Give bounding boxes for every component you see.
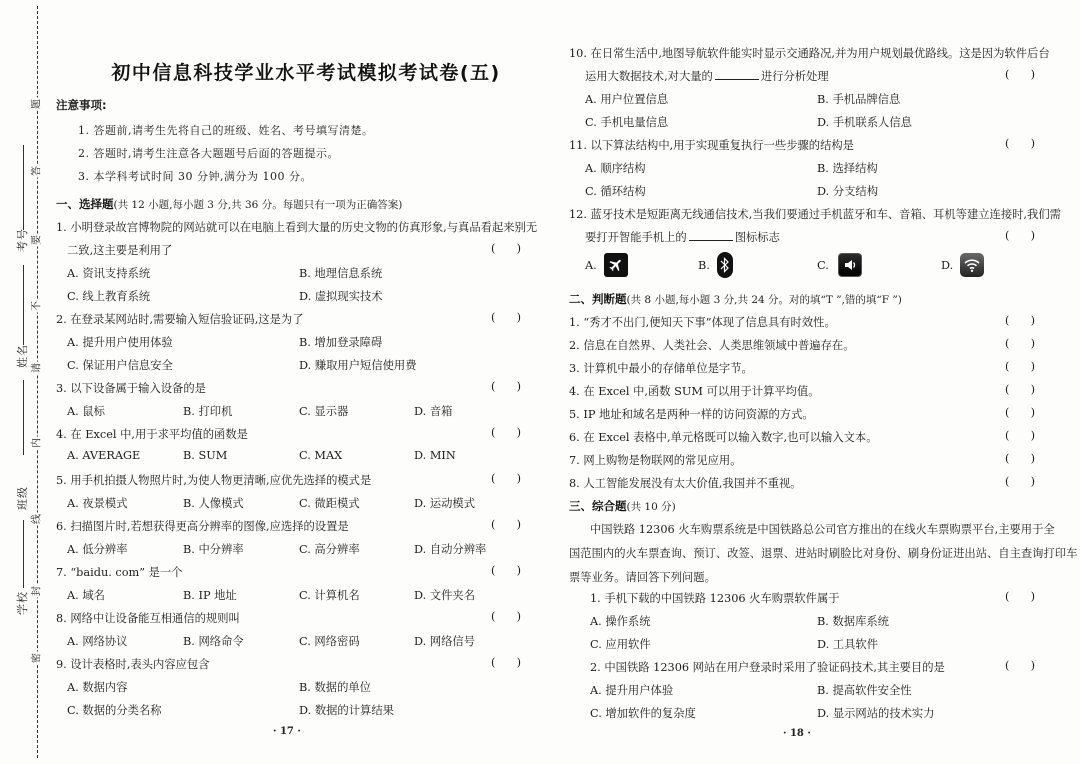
option: D. 工具软件: [817, 638, 879, 651]
airplane-icon: [604, 253, 628, 277]
option: A. 顺序结构: [585, 162, 646, 175]
answer-blank[interactable]: ( ): [491, 380, 521, 393]
option: C. 网络密码: [299, 635, 360, 648]
question-stem: 7. “baidu. com” 是一个: [56, 566, 183, 579]
option: B. 中分辨率: [183, 543, 244, 556]
section-desc: (共 8 小题,每小题 3 分,共 24 分。对的填“T ”,错的填“F ”): [626, 294, 902, 306]
answer-blank[interactable]: ( ): [1005, 452, 1035, 465]
field-underline: [23, 520, 24, 588]
question-stem: 1. 小明登录故宫博物院的网站就可以在电脑上看到大量的历史文物的仿真形象,与真品看起来别无: [56, 221, 538, 234]
field-label-name: 姓名: [16, 344, 29, 368]
field-underline: [23, 265, 24, 345]
answer-blank[interactable]: ( ): [1005, 360, 1035, 373]
answer-blank[interactable]: ( ): [1005, 429, 1035, 442]
option: C. MAX: [299, 449, 343, 462]
question-stem: 9. 设计表格时,表头内容应包含: [56, 658, 210, 671]
question-stem: 10. 在日常生活中,地图导航软件能实时显示交通路况,并为用户规划最优路线。这是因为软件后台: [569, 47, 1050, 60]
answer-blank[interactable]: ( ): [1005, 137, 1035, 150]
seal-char: 线: [31, 514, 43, 524]
bluetooth-icon: [717, 252, 733, 278]
answer-blank[interactable]: ( ): [1005, 383, 1035, 396]
page-number: · 18 ·: [783, 728, 811, 739]
option: D. 虚拟现实技术: [299, 290, 383, 303]
option: B. 提高软件安全性: [817, 684, 912, 697]
section-desc: (共 10 分): [626, 501, 676, 513]
option: C. 微距模式: [299, 497, 360, 510]
answer-blank[interactable]: ( ): [491, 472, 521, 485]
answer-blank[interactable]: ( ): [1005, 475, 1035, 488]
judgement-item: 3. 计算机中最小的存储单位是字节。: [569, 362, 753, 375]
section-title: 一、选择题: [56, 197, 114, 211]
answer-blank[interactable]: ( ): [1005, 659, 1035, 672]
option: A.: [585, 259, 597, 272]
option: C.: [817, 259, 829, 272]
option: D. 文件夹名: [414, 589, 476, 602]
seal-char: 密: [31, 653, 43, 663]
field-underline: [23, 380, 24, 455]
option: B. SUM: [183, 449, 228, 462]
option: A. 操作系统: [590, 615, 651, 628]
question-stem: 6. 扫描图片时,若想获得更高分辨率的图像,应选择的设置是: [56, 520, 349, 533]
option: B.: [698, 259, 710, 272]
option: B. IP 地址: [183, 589, 237, 602]
judgement-item: 1. “秀才不出门,便知天下事”体现了信息具有时效性。: [569, 316, 836, 329]
notice-heading: 注意事项:: [56, 98, 107, 112]
option: A. 资讯支持系统: [67, 267, 151, 280]
option: A. 鼠标: [67, 405, 105, 418]
seal-char: 题: [31, 99, 43, 109]
option: D. 自动分辨率: [414, 543, 487, 556]
field-underline: [23, 145, 24, 230]
option: D. 网络信号: [414, 635, 476, 648]
option: C. 循环结构: [585, 185, 646, 198]
question-stem: 运用大数据技术,对大量的 进行分析处理: [585, 70, 829, 83]
question-stem: 3. 以下设备属于输入设备的是: [56, 382, 206, 395]
question-stem: 5. 用手机拍摄人物照片时,为使人物更清晰,应优先选择的模式是: [56, 474, 372, 487]
seal-char: 要: [31, 235, 43, 245]
section-title: 二、判断题: [569, 292, 627, 306]
notice-item: 3. 本学科考试时间 30 分钟,满分为 100 分。: [78, 170, 312, 183]
option: C. 线上教育系统: [67, 290, 151, 303]
option: A. 用户位置信息: [585, 93, 669, 106]
question-stem: 要打开智能手机上的 图标标志: [585, 231, 780, 244]
section-3-header: [569, 498, 676, 514]
option: B. 数据的单位: [299, 681, 371, 694]
option: D. 赚取用户短信使用费: [299, 359, 417, 372]
section-title: 三、综合题: [569, 499, 627, 513]
seal-char: 封: [31, 586, 43, 596]
option: D. 音箱: [414, 405, 453, 418]
answer-blank[interactable]: ( ): [1005, 68, 1035, 81]
answer-blank[interactable]: ( ): [491, 564, 521, 577]
option: A. 提升用户使用体验: [67, 336, 173, 349]
exam-title: 初中信息科技学业水平考试模拟考试卷(五): [111, 62, 501, 84]
question-stem: 2. 中国铁路 12306 网站在用户登录时采用了验证码技术,其主要目的是: [590, 661, 945, 674]
answer-blank[interactable]: ( ): [491, 656, 521, 669]
field-label-exam-number: 考号: [16, 228, 29, 252]
page-18: [555, 0, 1078, 764]
option: C. 增加软件的复杂度: [590, 707, 696, 720]
option: D. 显示网站的技术实力: [817, 707, 935, 720]
answer-blank[interactable]: ( ): [1005, 314, 1035, 327]
passage-line: 国范围内的火车票查询、预订、改签、退票、进站时刷脸比对身份、刷身份证进出站、自主查询打印车: [569, 547, 1078, 560]
answer-blank[interactable]: ( ): [491, 610, 521, 623]
option: C. 数据的分类名称: [67, 704, 162, 717]
option: C. 手机电量信息: [585, 116, 669, 129]
question-stem: 8. 网络中让设备能互相通信的规则叫: [56, 612, 240, 625]
option: B. 增加登录障碍: [299, 336, 383, 349]
question-stem: 12. 蓝牙技术是短距离无线通信技术,当我们要通过手机蓝牙和车、音箱、耳机等建立连接时,我们需: [569, 208, 1061, 221]
option: A. 数据内容: [67, 681, 128, 694]
answer-blank[interactable]: ( ): [491, 242, 521, 255]
judgement-item: 8. 人工智能发展没有太大价值,我国并不重视。: [569, 477, 802, 490]
question-stem: 4. 在 Excel 中,用于求平均值的函数是: [56, 428, 248, 441]
option: B. 手机品牌信息: [817, 93, 901, 106]
fill-blank[interactable]: [689, 231, 733, 241]
field-label-school: 学校: [16, 591, 29, 615]
field-label-class: 班级: [16, 486, 29, 510]
page-17: [50, 0, 538, 764]
option: A. 低分辨率: [67, 543, 128, 556]
answer-blank[interactable]: ( ): [491, 311, 521, 324]
answer-blank[interactable]: ( ): [491, 518, 521, 531]
answer-blank[interactable]: ( ): [491, 426, 521, 439]
option: A. 提升用户体验: [590, 684, 674, 697]
seal-dashed-line: [37, 6, 38, 758]
section-2-header: [569, 291, 902, 307]
speaker-icon: [838, 253, 862, 277]
option: D. 手机联系人信息: [817, 116, 912, 129]
option: C. 计算机名: [299, 589, 360, 602]
option: B. 打印机: [183, 405, 233, 418]
section-1-header: [56, 196, 402, 212]
judgement-item: 6. 在 Excel 表格中,单元格既可以输入数字,也可以输入文本。: [569, 431, 878, 444]
notice-item: 2. 答题时,请考生注意各大题题号后面的答题提示。: [78, 147, 339, 160]
passage-line: 中国铁路 12306 火车购票系统是中国铁路总公司官方推出的在线火车票购票平台,主要用于全: [590, 523, 1055, 536]
option: D. MIN: [414, 449, 456, 462]
seal-char: 答: [31, 166, 43, 176]
answer-blank[interactable]: ( ): [1005, 337, 1035, 350]
seal-char: 请: [31, 363, 43, 373]
page-number: · 17 ·: [273, 726, 301, 737]
option: D. 运动模式: [414, 497, 476, 510]
judgement-item: 7. 网上购物是物联网的常见应用。: [569, 454, 742, 467]
passage-line: 票等业务。请回答下列问题。: [569, 571, 716, 584]
option: B. 网络命令: [183, 635, 244, 648]
seal-char: 不: [31, 301, 43, 311]
option: C. 保证用户信息安全: [67, 359, 173, 372]
option: D.: [941, 259, 954, 272]
fill-blank[interactable]: [715, 70, 759, 80]
option: C. 高分辨率: [299, 543, 360, 556]
option: B. 数据库系统: [817, 615, 889, 628]
judgement-item: 5. IP 地址和域名是两种一样的访问资源的方式。: [569, 408, 814, 421]
judgement-item: 4. 在 Excel 中,函数 SUM 可以用于计算平均值。: [569, 385, 820, 398]
answer-blank[interactable]: ( ): [1005, 590, 1035, 603]
judgement-item: 2. 信息在自然界、人类社会、人类思维领域中普遍存在。: [569, 339, 855, 352]
option: B. 选择结构: [817, 162, 878, 175]
option: A. 网络协议: [67, 635, 128, 648]
option: B. 人像模式: [183, 497, 244, 510]
notice-item: 1. 答题前,请考生先将自己的班级、姓名、考号填写清楚。: [78, 124, 374, 137]
question-stem: 2. 在登录某网站时,需要输入短信验证码,这是为了: [56, 313, 304, 326]
option: D. 分支结构: [817, 185, 879, 198]
wifi-icon: [960, 253, 984, 277]
section-desc: (共 12 小题,每小题 3 分,共 36 分。每题只有一项为正确答案): [113, 199, 403, 211]
option: A. AVERAGE: [67, 449, 141, 462]
option: C. 应用软件: [590, 638, 651, 651]
option: B. 地理信息系统: [299, 267, 383, 280]
option: C. 显示器: [299, 405, 349, 418]
answer-blank[interactable]: ( ): [1005, 229, 1035, 242]
question-stem: 11. 以下算法结构中,用于实现重复执行一些步骤的结构是: [569, 139, 854, 152]
question-stem: 1. 手机下载的中国铁路 12306 火车购票软件属于: [590, 592, 840, 605]
option: A. 夜景模式: [67, 497, 128, 510]
seal-char: 内: [31, 438, 43, 448]
binding-margin: [0, 0, 50, 764]
answer-blank[interactable]: ( ): [1005, 406, 1035, 419]
option: A. 域名: [67, 589, 105, 602]
question-stem: 二致,这主要是利用了: [67, 244, 173, 257]
option: D. 数据的计算结果: [299, 704, 394, 717]
